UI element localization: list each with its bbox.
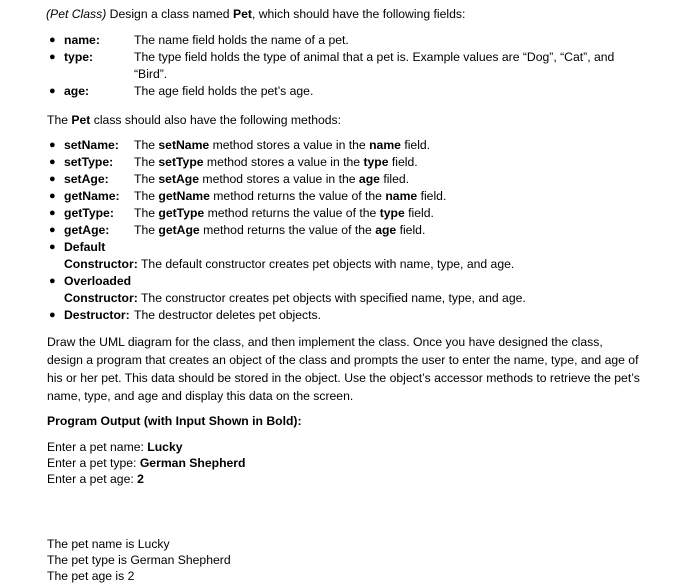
bullet-icon: ●	[49, 207, 56, 219]
list-item	[47, 83, 640, 100]
intro-text-b: , which should have the following fields:	[251, 7, 466, 21]
method-desc-text: method stores a value in the	[203, 155, 364, 169]
method-desc-bold: setName	[158, 138, 210, 152]
instructions-paragraph: Draw the UML diagram for the class, and then implement the class. Once you have designed the class, design a program that creates an object of the class and prompts the user to enter the name, type, and age of his or her pet. This data should be stored in the object. Use the object’s accessor methods to retrieve the pet’s name, type, and age and display this data on the screen.	[47, 335, 640, 403]
methods-intro-class-name: Pet	[71, 113, 91, 127]
method-desc-bold: getType	[158, 206, 205, 220]
methods-intro	[47, 112, 640, 129]
method-desc	[134, 188, 640, 205]
input-value: German Shepherd	[139, 456, 246, 470]
method-desc-bold: type	[379, 206, 405, 220]
bullet-icon: ●	[49, 190, 56, 202]
list-item	[47, 205, 640, 222]
list-item	[47, 137, 640, 154]
method-desc-text: method stores a value in the	[209, 138, 370, 152]
method-desc	[134, 222, 640, 239]
intro-line	[46, 6, 640, 23]
bullet-icon: ●	[49, 34, 56, 46]
method-desc-bold: name	[385, 189, 418, 203]
destructor-term: Destructor:	[64, 308, 130, 322]
method-term: getAge:	[64, 223, 110, 237]
method-desc-bold: age	[375, 223, 397, 237]
input-block	[47, 439, 640, 487]
result-block	[47, 536, 640, 584]
list-item	[47, 273, 640, 307]
destructor-desc: The destructor deletes pet objects.	[134, 308, 321, 322]
method-term: setAge:	[64, 172, 109, 186]
method-term: setType:	[64, 155, 114, 169]
method-desc	[134, 205, 640, 222]
ctor-term: Default	[64, 240, 106, 254]
result-line: The pet name is Lucky	[47, 537, 170, 551]
bullet-icon: ●	[49, 173, 56, 185]
list-item	[47, 171, 640, 188]
bullet-icon: ●	[49, 139, 56, 151]
method-desc-text: field.	[388, 155, 418, 169]
method-desc-text: The	[134, 189, 159, 203]
field-desc: The type field holds the type of animal that a pet is. Example values are “Dog”, “Cat”, and “Bird”.	[134, 50, 615, 81]
methods-intro-text-b: class should also have the following methods:	[90, 113, 342, 127]
method-desc-text: The	[134, 206, 159, 220]
list-item	[47, 32, 640, 49]
field-desc: The name field holds the name of a pet.	[134, 33, 349, 47]
ctor-desc-text: The constructor creates pet objects with specified name, type, and age.	[137, 291, 526, 305]
bullet-icon: ●	[49, 275, 56, 287]
methods-list	[47, 137, 640, 324]
result-line: The pet age is 2	[47, 569, 135, 583]
method-desc-text: The	[134, 155, 159, 169]
method-desc-text: The	[134, 223, 159, 237]
methods-intro-text-a: The	[47, 113, 72, 127]
method-desc-text: method stores a value in the	[199, 172, 359, 186]
field-term: name:	[64, 33, 100, 47]
result-line: The pet type is German Shepherd	[47, 553, 231, 567]
input-prompt: Enter a pet name:	[47, 440, 148, 454]
method-desc-bold: setAge	[158, 172, 200, 186]
output-heading: Program Output (with Input Shown in Bold):	[47, 414, 302, 428]
method-desc	[134, 171, 640, 188]
method-desc-bold: type	[363, 155, 389, 169]
method-desc-text: method returns the value of the	[204, 206, 380, 220]
method-desc-text: The	[134, 138, 159, 152]
input-value: Lucky	[147, 440, 183, 454]
method-desc-bold: setType	[158, 155, 204, 169]
bullet-icon: ●	[49, 51, 56, 63]
method-desc	[134, 154, 640, 171]
bullet-icon: ●	[49, 241, 56, 253]
list-item	[47, 222, 640, 239]
method-desc-text: The	[134, 172, 159, 186]
method-desc-text: field.	[417, 189, 447, 203]
intro-class-name: Pet	[232, 7, 252, 21]
ctor-label: Constructor:	[64, 257, 138, 271]
field-term: type:	[64, 50, 94, 64]
intro-text-a: Design a class named	[106, 7, 233, 21]
method-desc-text: method returns the value of the	[209, 189, 386, 203]
intro-prefix: (Pet Class)	[46, 7, 107, 21]
method-term: getName:	[64, 189, 120, 203]
list-item	[47, 188, 640, 205]
input-line	[47, 439, 640, 455]
method-desc-bold: getAge	[158, 223, 200, 237]
method-term: getType:	[64, 206, 114, 220]
method-desc-bold: age	[358, 172, 380, 186]
ctor-label: Constructor:	[64, 291, 138, 305]
bullet-icon: ●	[49, 156, 56, 168]
method-desc-text: method returns the value of the	[199, 223, 376, 237]
method-desc-bold: getName	[158, 189, 210, 203]
method-desc-text: filed.	[379, 172, 410, 186]
list-item	[47, 154, 640, 171]
ctor-term: Overloaded	[64, 274, 132, 288]
input-prompt: Enter a pet age:	[47, 472, 138, 486]
input-prompt: Enter a pet type:	[47, 456, 140, 470]
list-item	[47, 307, 640, 324]
bullet-icon: ●	[49, 85, 56, 97]
ctor-desc-text: The default constructor creates pet objects with name, type, and age.	[137, 257, 515, 271]
input-value: 2	[137, 472, 144, 486]
ctor-desc	[64, 290, 640, 307]
field-term: age:	[64, 84, 90, 98]
bullet-icon: ●	[49, 309, 56, 321]
fields-list	[47, 32, 640, 100]
method-desc-text: field.	[404, 206, 434, 220]
ctor-desc	[64, 256, 640, 273]
method-desc-text: field.	[400, 138, 431, 152]
list-item	[47, 49, 640, 83]
method-term: setName:	[64, 138, 119, 152]
input-line	[47, 455, 640, 471]
method-desc-bold: name	[369, 138, 401, 152]
bullet-icon: ●	[49, 224, 56, 236]
list-item	[47, 239, 640, 273]
method-desc	[134, 137, 640, 154]
field-desc: The age field holds the pet’s age.	[134, 84, 314, 98]
method-desc-text: field.	[396, 223, 426, 237]
input-line	[47, 471, 640, 487]
